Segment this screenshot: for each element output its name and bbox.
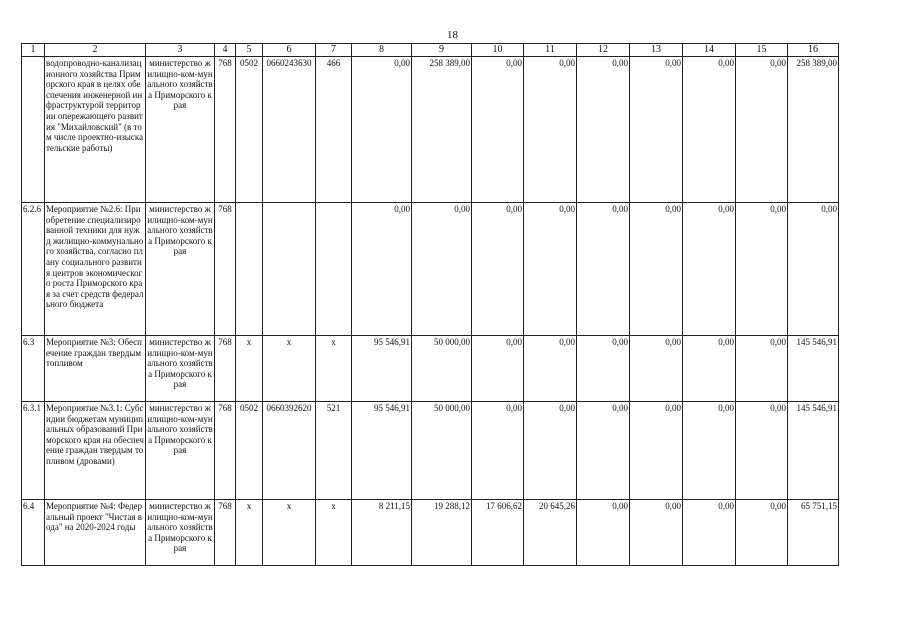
amount-col-10: 0,00	[472, 402, 524, 500]
amount-col-13: 0,00	[630, 500, 683, 566]
grbs-code: 768	[215, 203, 236, 336]
column-header-2: 2	[45, 44, 146, 57]
column-header-16: 16	[788, 44, 839, 57]
amount-col-13: 0,00	[630, 57, 683, 203]
target-article	[263, 203, 316, 336]
table-row	[22, 336, 839, 402]
column-header-15: 15	[736, 44, 788, 57]
amount-col-14: 0,00	[683, 500, 736, 566]
amount-col-12: 0,00	[577, 500, 630, 566]
amount-col-10: 0,00	[472, 203, 524, 336]
amount-col-8: 95 546,91	[352, 402, 412, 500]
amount-col-16: 145 546,91	[788, 402, 839, 500]
amount-col-14: 0,00	[683, 57, 736, 203]
grbs-code: 768	[215, 57, 236, 203]
amount-col-12: 0,00	[577, 336, 630, 402]
responsible-agency: министерство жилищно-ком-мунального хозяйства Приморского края	[146, 336, 215, 402]
table-row	[22, 500, 839, 566]
amount-col-15: 0,00	[736, 402, 788, 500]
amount-col-11: 0,00	[524, 203, 577, 336]
column-header-13: 13	[630, 44, 683, 57]
amount-col-8: 0,00	[352, 57, 412, 203]
row-number: 6.3	[22, 336, 45, 402]
expense-type: x	[316, 500, 352, 566]
amount-col-15: 0,00	[736, 500, 788, 566]
responsible-agency: министерство жилищно-ком-мунального хозяйства Приморского края	[146, 500, 215, 566]
responsible-agency: министерство жилищно-ком-мунального хозяйства Приморского края	[146, 402, 215, 500]
page-number: 18	[447, 29, 458, 41]
expense-type	[316, 203, 352, 336]
amount-col-12: 0,00	[577, 203, 630, 336]
amount-col-16: 145 546,91	[788, 336, 839, 402]
table-row	[22, 57, 839, 203]
column-header-7: 7	[316, 44, 352, 57]
amount-col-11: 0,00	[524, 336, 577, 402]
section-code: x	[236, 500, 263, 566]
row-number: 6.2.6	[22, 203, 45, 336]
grbs-code: 768	[215, 336, 236, 402]
amount-col-13: 0,00	[630, 402, 683, 500]
amount-col-9: 0,00	[412, 203, 472, 336]
column-header-11: 11	[524, 44, 577, 57]
column-header-12: 12	[577, 44, 630, 57]
amount-col-9: 50 000,00	[412, 336, 472, 402]
amount-col-10: 0,00	[472, 57, 524, 203]
measure-name: водопроводно-канализационного хозяйства Приморского края в целях обеспечения инженерной инфраструктурой территории опережающего развития "Михайловский" (в том числе проектно-изыскательские работы)	[45, 57, 146, 203]
amount-col-12: 0,00	[577, 57, 630, 203]
amount-col-14: 0,00	[683, 402, 736, 500]
measure-name: Мероприятие №3: Обеспечение граждан твердым топливом	[45, 336, 146, 402]
table-row	[22, 402, 839, 500]
responsible-agency: министерство жилищно-ком-мунального хозяйства Приморского края	[146, 57, 215, 203]
table-row	[22, 203, 839, 336]
section-code: 0502	[236, 57, 263, 203]
row-number: 6.4	[22, 500, 45, 566]
target-article: x	[263, 500, 316, 566]
amount-col-15: 0,00	[736, 57, 788, 203]
measure-name: Мероприятие №4: Федеральный проект "Чистая вода" на 2020-2024 годы	[45, 500, 146, 566]
amount-col-16: 65 751,15	[788, 500, 839, 566]
amount-col-8: 95 546,91	[352, 336, 412, 402]
amount-col-8: 8 211,15	[352, 500, 412, 566]
column-header-4: 4	[215, 44, 236, 57]
column-header-8: 8	[352, 44, 412, 57]
amount-col-11: 0,00	[524, 57, 577, 203]
target-article: 0660392620	[263, 402, 316, 500]
expense-type: x	[316, 336, 352, 402]
column-header-14: 14	[683, 44, 736, 57]
grbs-code: 768	[215, 500, 236, 566]
amount-col-10: 0,00	[472, 336, 524, 402]
amount-col-13: 0,00	[630, 336, 683, 402]
header-row	[22, 44, 839, 57]
amount-col-16: 0,00	[788, 203, 839, 336]
amount-col-13: 0,00	[630, 203, 683, 336]
amount-col-14: 0,00	[683, 336, 736, 402]
amount-col-9: 19 288,12	[412, 500, 472, 566]
column-header-9: 9	[412, 44, 472, 57]
column-header-6: 6	[263, 44, 316, 57]
measure-name: Мероприятие №2.6: Приобретение специализированной техники для нужд жилищно-коммунального хозяйства, согласно плану социального развития центров экономического роста Приморского края за счет средств федерального бюджета	[45, 203, 146, 336]
amount-col-15: 0,00	[736, 336, 788, 402]
grbs-code: 768	[215, 402, 236, 500]
column-header-10: 10	[472, 44, 524, 57]
amount-col-10: 17 606,62	[472, 500, 524, 566]
amount-col-11: 20 645,26	[524, 500, 577, 566]
column-header-5: 5	[236, 44, 263, 57]
row-number: 6.3.1	[22, 402, 45, 500]
expense-type: 466	[316, 57, 352, 203]
amount-col-14: 0,00	[683, 203, 736, 336]
amount-col-9: 258 389,00	[412, 57, 472, 203]
amount-col-12: 0,00	[577, 402, 630, 500]
section-code	[236, 203, 263, 336]
amount-col-16: 258 389,00	[788, 57, 839, 203]
section-code: x	[236, 336, 263, 402]
column-header-3: 3	[146, 44, 215, 57]
section-code: 0502	[236, 402, 263, 500]
amount-col-9: 50 000,00	[412, 402, 472, 500]
amount-col-15: 0,00	[736, 203, 788, 336]
responsible-agency: министерство жилищно-ком-мунального хозяйства Приморского края	[146, 203, 215, 336]
budget-table	[21, 43, 839, 566]
target-article: x	[263, 336, 316, 402]
amount-col-11: 0,00	[524, 402, 577, 500]
measure-name: Мероприятие №3.1: Субсидии бюджетам муниципальных образований Приморского края на обеспечение граждан твердым топливом (дровами)	[45, 402, 146, 500]
amount-col-8: 0,00	[352, 203, 412, 336]
target-article: 0660243630	[263, 57, 316, 203]
expense-type: 521	[316, 402, 352, 500]
column-header-1: 1	[22, 44, 45, 57]
row-number	[22, 57, 45, 203]
